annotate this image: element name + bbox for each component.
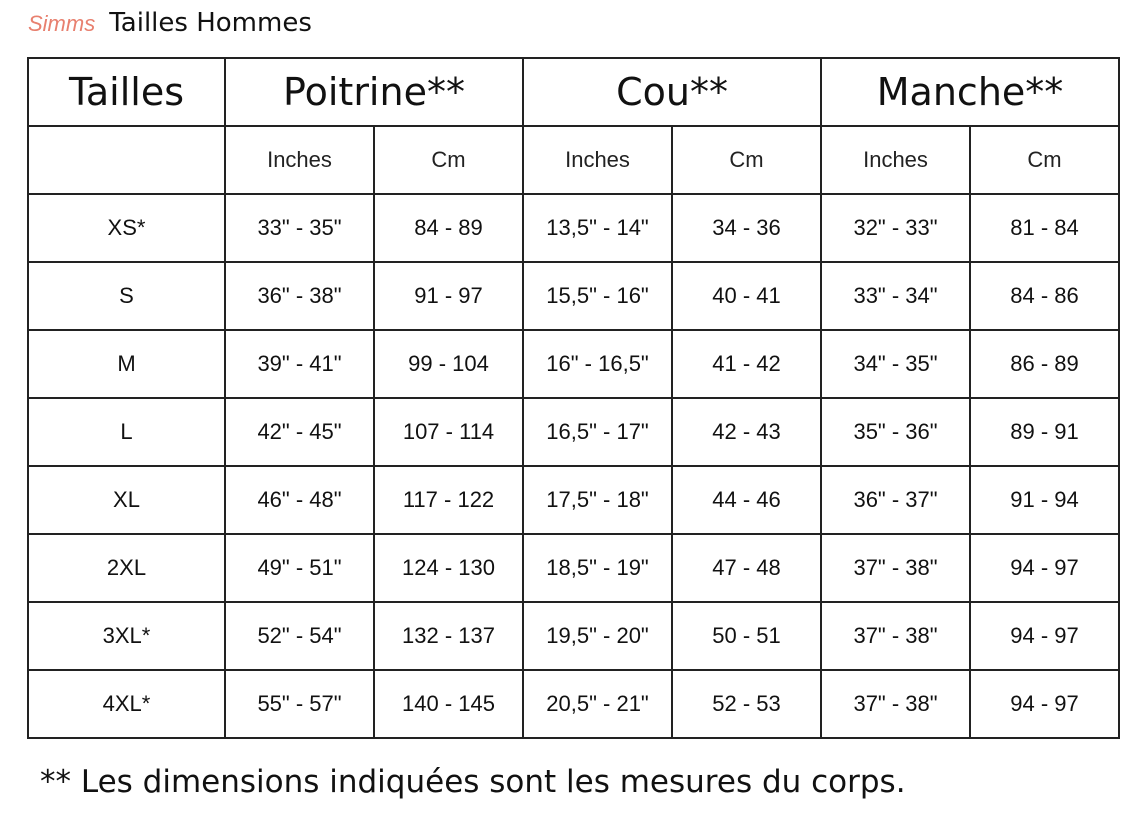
table-cell: 47 - 48 (672, 534, 821, 602)
footnote: ** Les dimensions indiquées sont les mesures du corps. (40, 764, 906, 800)
size-cell: S (28, 262, 225, 330)
table-cell: 81 - 84 (970, 194, 1119, 262)
unit-header-empty (28, 126, 225, 194)
table-cell: 94 - 97 (970, 670, 1119, 738)
unit-header: Inches (821, 126, 970, 194)
neck-group-header: Cou** (523, 58, 821, 126)
table-cell: 94 - 97 (970, 534, 1119, 602)
size-cell: 4XL* (28, 670, 225, 738)
table-cell: 33" - 35" (225, 194, 374, 262)
table-cell: 34" - 35" (821, 330, 970, 398)
table-cell: 55" - 57" (225, 670, 374, 738)
size-column-header: Tailles (28, 58, 225, 126)
table-cell: 37" - 38" (821, 670, 970, 738)
table-cell: 91 - 94 (970, 466, 1119, 534)
table-cell: 52" - 54" (225, 602, 374, 670)
table-cell: 13,5" - 14" (523, 194, 672, 262)
table-cell: 49" - 51" (225, 534, 374, 602)
table-cell: 89 - 91 (970, 398, 1119, 466)
table-cell: 16,5" - 17" (523, 398, 672, 466)
table-row (28, 670, 1119, 738)
table-cell: 99 - 104 (374, 330, 523, 398)
page-title: Tailles Hommes (109, 8, 312, 38)
table-cell: 15,5" - 16" (523, 262, 672, 330)
unit-header: Cm (374, 126, 523, 194)
header (28, 8, 312, 42)
table-row (28, 194, 1119, 262)
table-cell: 42 - 43 (672, 398, 821, 466)
table-row (28, 330, 1119, 398)
table-cell: 86 - 89 (970, 330, 1119, 398)
table-row (28, 398, 1119, 466)
unit-header: Inches (523, 126, 672, 194)
table-cell: 36" - 37" (821, 466, 970, 534)
table-row (28, 534, 1119, 602)
table-cell: 91 - 97 (374, 262, 523, 330)
sleeve-group-header: Manche** (821, 58, 1119, 126)
unit-header-row (28, 126, 1119, 194)
table-cell: 44 - 46 (672, 466, 821, 534)
table-cell: 37" - 38" (821, 534, 970, 602)
table-cell: 32" - 33" (821, 194, 970, 262)
table-cell: 140 - 145 (374, 670, 523, 738)
table-cell: 19,5" - 20" (523, 602, 672, 670)
table-cell: 18,5" - 19" (523, 534, 672, 602)
table-cell: 37" - 38" (821, 602, 970, 670)
table-cell: 40 - 41 (672, 262, 821, 330)
table-cell: 84 - 86 (970, 262, 1119, 330)
size-chart-table (27, 57, 1120, 739)
group-header-row (28, 58, 1119, 126)
table-row (28, 262, 1119, 330)
table-cell: 124 - 130 (374, 534, 523, 602)
table-cell: 34 - 36 (672, 194, 821, 262)
table-row (28, 466, 1119, 534)
unit-header: Cm (672, 126, 821, 194)
table-cell: 132 - 137 (374, 602, 523, 670)
unit-header: Cm (970, 126, 1119, 194)
size-cell: M (28, 330, 225, 398)
table-cell: 94 - 97 (970, 602, 1119, 670)
size-cell: L (28, 398, 225, 466)
size-cell: 2XL (28, 534, 225, 602)
table-cell: 36" - 38" (225, 262, 374, 330)
size-cell: 3XL* (28, 602, 225, 670)
table-cell: 117 - 122 (374, 466, 523, 534)
table-cell: 50 - 51 (672, 602, 821, 670)
table-cell: 84 - 89 (374, 194, 523, 262)
table-cell: 52 - 53 (672, 670, 821, 738)
table-row (28, 602, 1119, 670)
table-cell: 107 - 114 (374, 398, 523, 466)
size-cell: XL (28, 466, 225, 534)
table-cell: 16" - 16,5" (523, 330, 672, 398)
brand-name: Simms (28, 11, 96, 36)
size-cell: XS* (28, 194, 225, 262)
chest-group-header: Poitrine** (225, 58, 523, 126)
table-cell: 46" - 48" (225, 466, 374, 534)
table-cell: 17,5" - 18" (523, 466, 672, 534)
table-cell: 33" - 34" (821, 262, 970, 330)
table-cell: 35" - 36" (821, 398, 970, 466)
table-cell: 42" - 45" (225, 398, 374, 466)
table-cell: 41 - 42 (672, 330, 821, 398)
table-cell: 20,5" - 21" (523, 670, 672, 738)
table-cell: 39" - 41" (225, 330, 374, 398)
unit-header: Inches (225, 126, 374, 194)
